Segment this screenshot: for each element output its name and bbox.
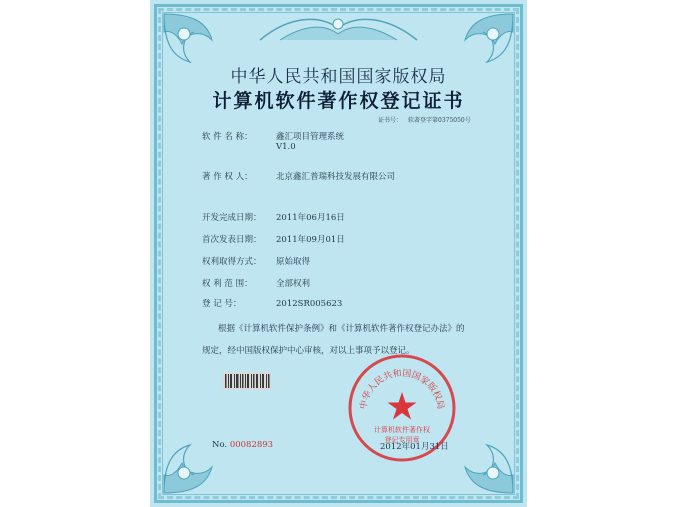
- field-value: 2012SR005623: [276, 299, 343, 309]
- seal-outer-text: 中华人民共和国国家版权局: [358, 368, 446, 411]
- serial-number: [212, 440, 273, 450]
- field-completion-date: [202, 211, 345, 223]
- barcode-icon: [223, 372, 271, 390]
- top-ornament-icon: [250, 10, 427, 44]
- serial-number-label: No.: [212, 440, 228, 450]
- field-software-name: [202, 130, 344, 142]
- body-text-line-2: 规定，经中国版权保护中心审核，对以上事项予以登记。: [202, 346, 415, 356]
- field-value: 鑫汇项目管理系统: [276, 132, 345, 142]
- certificate-title: 计算机软件著作权登记证书: [212, 90, 465, 112]
- field-publication-date: [202, 233, 345, 245]
- field-registration-number: [202, 297, 342, 309]
- certificate-number: [378, 115, 477, 124]
- field-copyright-holder: [202, 170, 395, 182]
- field-rights-scope: [202, 277, 310, 289]
- field-label: 开发完成日期：: [202, 213, 262, 223]
- serial-number-value: 00082893: [229, 440, 274, 450]
- field-label: 权 利 范 围：: [202, 279, 253, 289]
- field-value: 2011年09月01日: [276, 235, 345, 245]
- seal-inner-line-2: 登记专用章: [384, 436, 420, 444]
- field-label: 首次发表日期：: [202, 235, 262, 245]
- field-value: 2011年06月16日: [276, 213, 345, 223]
- field-acquisition-method: [202, 255, 310, 267]
- field-value: 原始取得: [276, 257, 311, 267]
- field-label: 著 作 权 人：: [202, 172, 253, 182]
- certificate: [150, 0, 527, 507]
- seal-inner-line-1: 计算机软件著作权: [374, 426, 430, 434]
- field-label: 登 记 号：: [202, 299, 242, 309]
- field-label: 权利取得方式：: [202, 257, 262, 267]
- certificate-number-value: 软著登字第0375050号: [408, 117, 471, 124]
- issuer-title: 中华人民共和国国家版权局: [230, 67, 447, 87]
- certificate-number-label: 证书号：: [378, 117, 403, 124]
- corner-ornament-icon: [162, 425, 232, 495]
- body-text-line-1: 根据《计算机软件保护条例》和《计算机软件著作权登记办法》的: [218, 324, 465, 334]
- field-value: 北京鑫汇普瑞科技发展有限公司: [276, 172, 396, 182]
- field-value: V1.0: [276, 142, 296, 152]
- issue-date: 2012年01月31日: [380, 442, 449, 452]
- field-value: 全部权利: [276, 279, 311, 289]
- field-software-version: [276, 142, 296, 152]
- field-label: 软 件 名 称：: [202, 132, 253, 142]
